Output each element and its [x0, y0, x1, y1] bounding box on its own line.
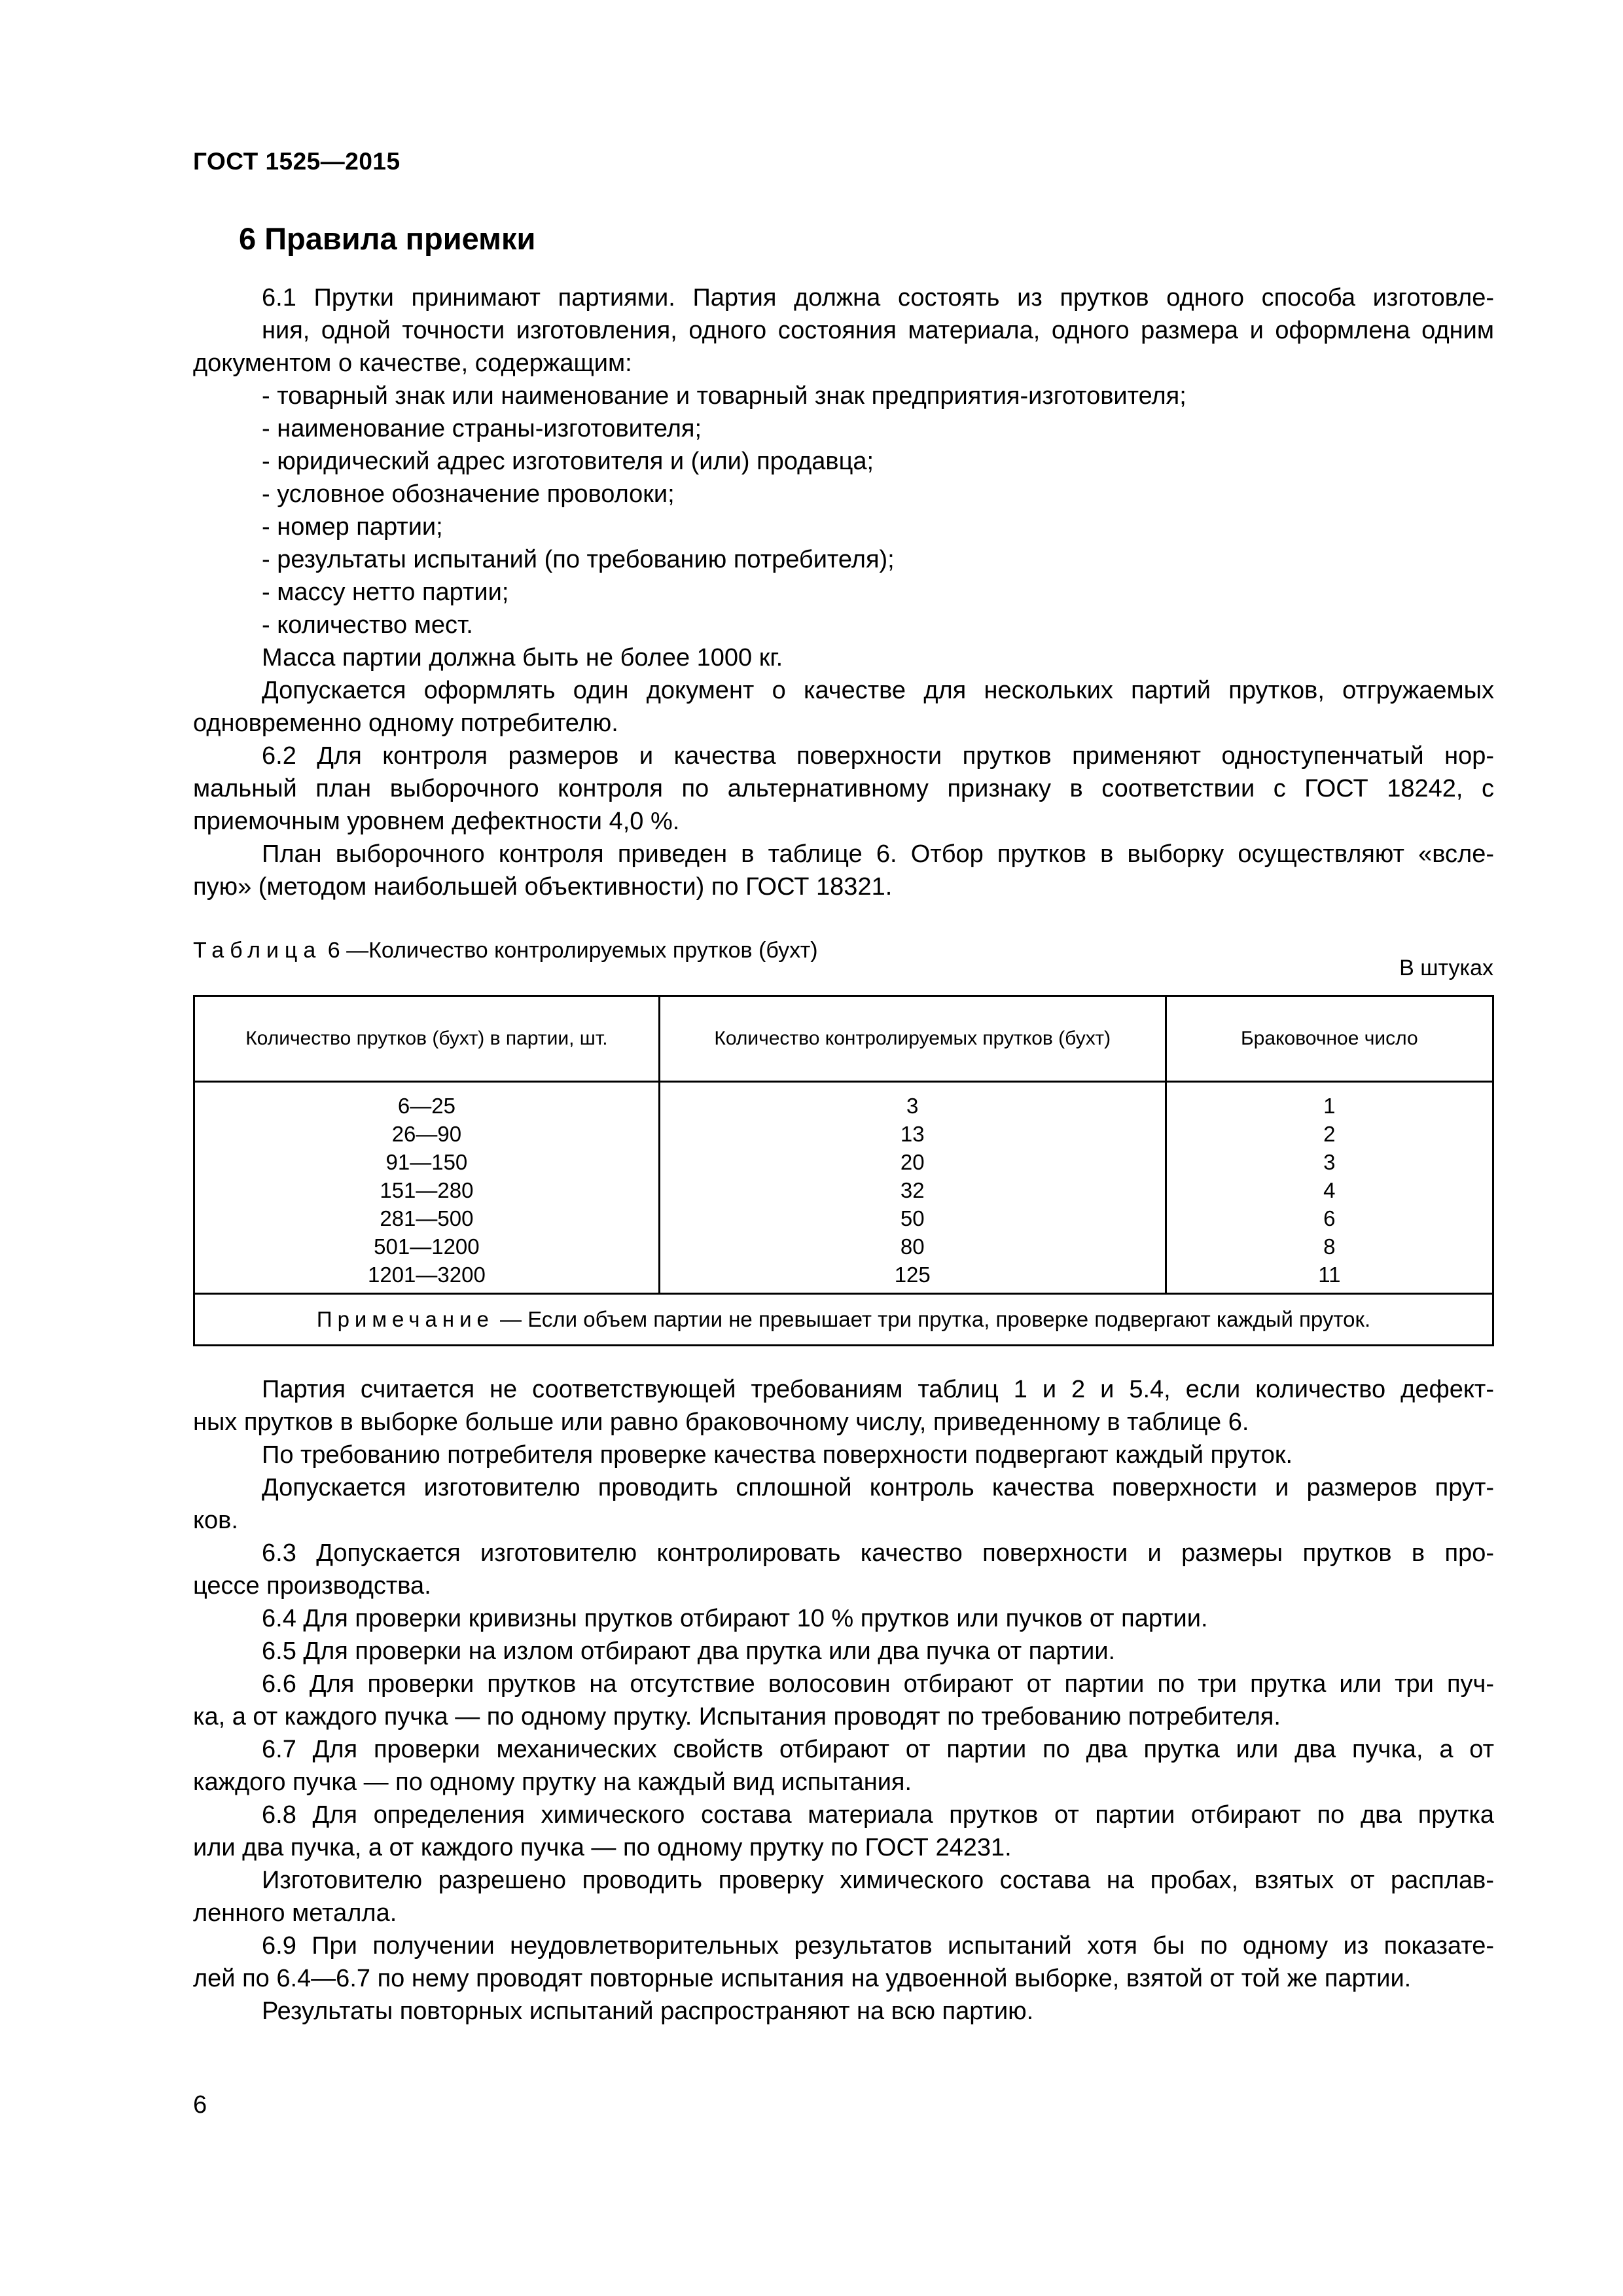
paragraph-6-4: 6.4 Для проверки кривизны прутков отбирают 10 % прутков или пучков от партии.	[262, 1605, 1208, 1632]
table-unit: В штуках	[1399, 956, 1493, 980]
table-note	[194, 1294, 1493, 1346]
table-cell: 13	[900, 1122, 925, 1146]
text-line: лей по 6.4—6.7 по нему проводят повторные испытания на удвоенной выборке, взятой от той же партии.	[193, 1965, 1412, 1992]
text-line: Допускается изготовителю проводить сплошной контроль качества поверхности и размеров прут-	[262, 1474, 1494, 1501]
table-cell: 1	[1323, 1094, 1336, 1118]
section-title: 6 Правила приемки	[239, 221, 536, 256]
table-header-cell: Количество контролируемых прутков (бухт)	[659, 996, 1166, 1082]
section-body-top	[193, 281, 1494, 903]
table-cell: 91—150	[385, 1150, 468, 1174]
table-column-rejection-number	[1166, 1082, 1493, 1294]
text-line: Партия считается не соответствующей требованиям таблиц 1 и 2 и 5.4, если количество дефект-	[262, 1376, 1494, 1403]
page-number: 6	[193, 2091, 207, 2119]
table-note-label: Примечание	[316, 1307, 494, 1331]
list-item: - товарный знак или наименование и товарный знак предприятия-изготовителя;	[262, 382, 1186, 410]
table-cell: 281—500	[380, 1206, 474, 1230]
text-line: 6.3 Допускается изготовителю контролировать качество поверхности и размеры прутков в про-	[262, 1539, 1494, 1567]
paragraph-6-3	[193, 1537, 1494, 1602]
text-line: документом о качестве, содержащим:	[193, 350, 632, 377]
paragraph-repeat-results: Результаты повторных испытаний распространяют на всю партию.	[262, 1998, 1034, 2025]
paragraph-melt-check	[193, 1864, 1494, 1929]
table-cell: 151—280	[380, 1178, 474, 1202]
table-caption-text: 6 —Количество контролируемых прутков (бухт)	[327, 938, 818, 963]
table-header-cell: Браковочное число	[1166, 996, 1493, 1082]
text-line: ка, а от каждого пучка — по одному прутку. Испытания проводят по требованию потребителя.	[193, 1703, 1281, 1731]
table-cell: 4	[1323, 1178, 1336, 1202]
table-caption	[193, 938, 818, 963]
table-note-text: — Если объем партии не превышает три прутка, проверке подвергают каждый пруток.	[493, 1307, 1371, 1331]
list-item: - массу нетто партии;	[262, 579, 509, 606]
text-line: пую» (методом наибольшей объективности) по ГОСТ 18321.	[193, 873, 893, 901]
paragraph-mass: Масса партии должна быть не более 1000 кг.	[262, 644, 783, 672]
text-line: 6.8 Для определения химического состава материала прутков от партии отбирают по два прутка	[262, 1801, 1494, 1829]
table-caption-label: Таблица	[193, 938, 322, 963]
table-cell: 125	[894, 1263, 931, 1287]
section-body-bottom	[193, 1373, 1494, 2028]
paragraph-6-8	[193, 1799, 1494, 1864]
paragraph-6-5: 6.5 Для проверки на излом отбирают два прутка или два пучка от партии.	[262, 1638, 1116, 1665]
text-line: Изготовителю разрешено проводить проверку химического состава на пробах, взятых от расплав-	[262, 1867, 1494, 1894]
paragraph-6-6	[193, 1668, 1494, 1733]
text-line: одновременно одному потребителю.	[193, 709, 618, 737]
table-cell: 80	[900, 1234, 925, 1259]
table-cell: 32	[900, 1178, 925, 1202]
table-cell: 3	[1323, 1150, 1336, 1174]
text-line: Допускается оформлять один документ о качестве для нескольких партий прутков, отгружаемых	[262, 677, 1494, 704]
paragraph-6-1	[193, 281, 1494, 380]
table-header-row	[194, 996, 1493, 1082]
text-line: ных прутков в выборке больше или равно браковочному числу, приведенному в таблице 6.	[193, 1408, 1249, 1436]
text-line: ния, одной точности изготовления, одного состояния материала, одного размера и оформлена одним	[262, 317, 1494, 344]
list-item: - условное обозначение проволоки;	[262, 480, 675, 508]
text-line: 6.7 Для проверки механических свойств отбирают от партии по два прутка или два пучка, а от	[262, 1736, 1494, 1763]
table-cell: 1201—3200	[367, 1263, 486, 1287]
list-item: - результаты испытаний (по требованию потребителя);	[262, 546, 895, 573]
list-item: - наименование страны-изготовителя;	[262, 415, 702, 442]
table-cell: 11	[1318, 1263, 1341, 1287]
text-line: цессе производства.	[193, 1572, 431, 1600]
paragraph-nonconformity	[193, 1373, 1494, 1439]
table-note-row	[194, 1294, 1493, 1346]
standard-number: ГОСТ 1525—2015	[193, 148, 401, 175]
table-cell: 2	[1323, 1122, 1336, 1146]
table-column-batch-size	[194, 1082, 660, 1294]
table-cell: 501—1200	[374, 1234, 480, 1259]
text-line: ленного металла.	[193, 1899, 397, 1927]
table-body-row	[194, 1082, 1493, 1294]
table-cell: 26—90	[391, 1122, 462, 1146]
table-cell: 20	[900, 1150, 925, 1174]
table-cell: 3	[906, 1094, 919, 1118]
table-cell: 50	[900, 1206, 925, 1230]
text-line: План выборочного контроля приведен в таблице 6. Отбор прутков в выборку осуществляют «всле-	[262, 840, 1494, 868]
list-item: - номер партии;	[262, 513, 443, 541]
text-line: мальный план выборочного контроля по альтернативному признаку в соответствии с ГОСТ 18242, с	[193, 775, 1494, 802]
paragraph-single-document	[193, 674, 1494, 740]
text-line: каждого пучка — по одному прутку на каждый вид испытания.	[193, 1768, 912, 1796]
paragraph-6-7	[193, 1733, 1494, 1799]
text-line: 6.2 Для контроля размеров и качества поверхности прутков применяют одноступенчатый нор-	[262, 742, 1494, 770]
table-cell: 6	[1323, 1206, 1336, 1230]
table-column-sample-size	[659, 1082, 1166, 1294]
paragraph-6-9	[193, 1929, 1494, 1995]
list-item: - юридический адрес изготовителя и (или) продавца;	[262, 448, 874, 475]
text-line: 6.6 Для проверки прутков на отсутствие волосовин отбирают от партии по три прутка или три пуч-	[262, 1670, 1494, 1698]
text-line: приемочным уровнем дефектности 4,0 %.	[193, 808, 680, 835]
text-line: ков.	[193, 1507, 238, 1534]
paragraph-consumer-request: По требованию потребителя проверке качества поверхности подвергают каждый пруток.	[262, 1441, 1293, 1469]
table-cell: 6—25	[397, 1094, 455, 1118]
text-line: или два пучка, а от каждого пучка — по одному прутку по ГОСТ 24231.	[193, 1834, 1012, 1861]
list-item: - количество мест.	[262, 611, 473, 639]
table-6	[193, 995, 1494, 1346]
paragraph-6-2	[193, 740, 1494, 838]
table-cell: 8	[1323, 1234, 1336, 1259]
table-header-cell: Количество прутков (бухт) в партии, шт.	[194, 996, 660, 1082]
text-line: 6.9 При получении неудовлетворительных результатов испытаний хотя бы по одному из показате-	[262, 1932, 1494, 1960]
paragraph-sampling-plan	[193, 838, 1494, 903]
paragraph-continuous-control	[193, 1471, 1494, 1537]
text-line: 6.1 Прутки принимают партиями. Партия должна состоять из прутков одного способа изготовле-	[262, 284, 1494, 312]
